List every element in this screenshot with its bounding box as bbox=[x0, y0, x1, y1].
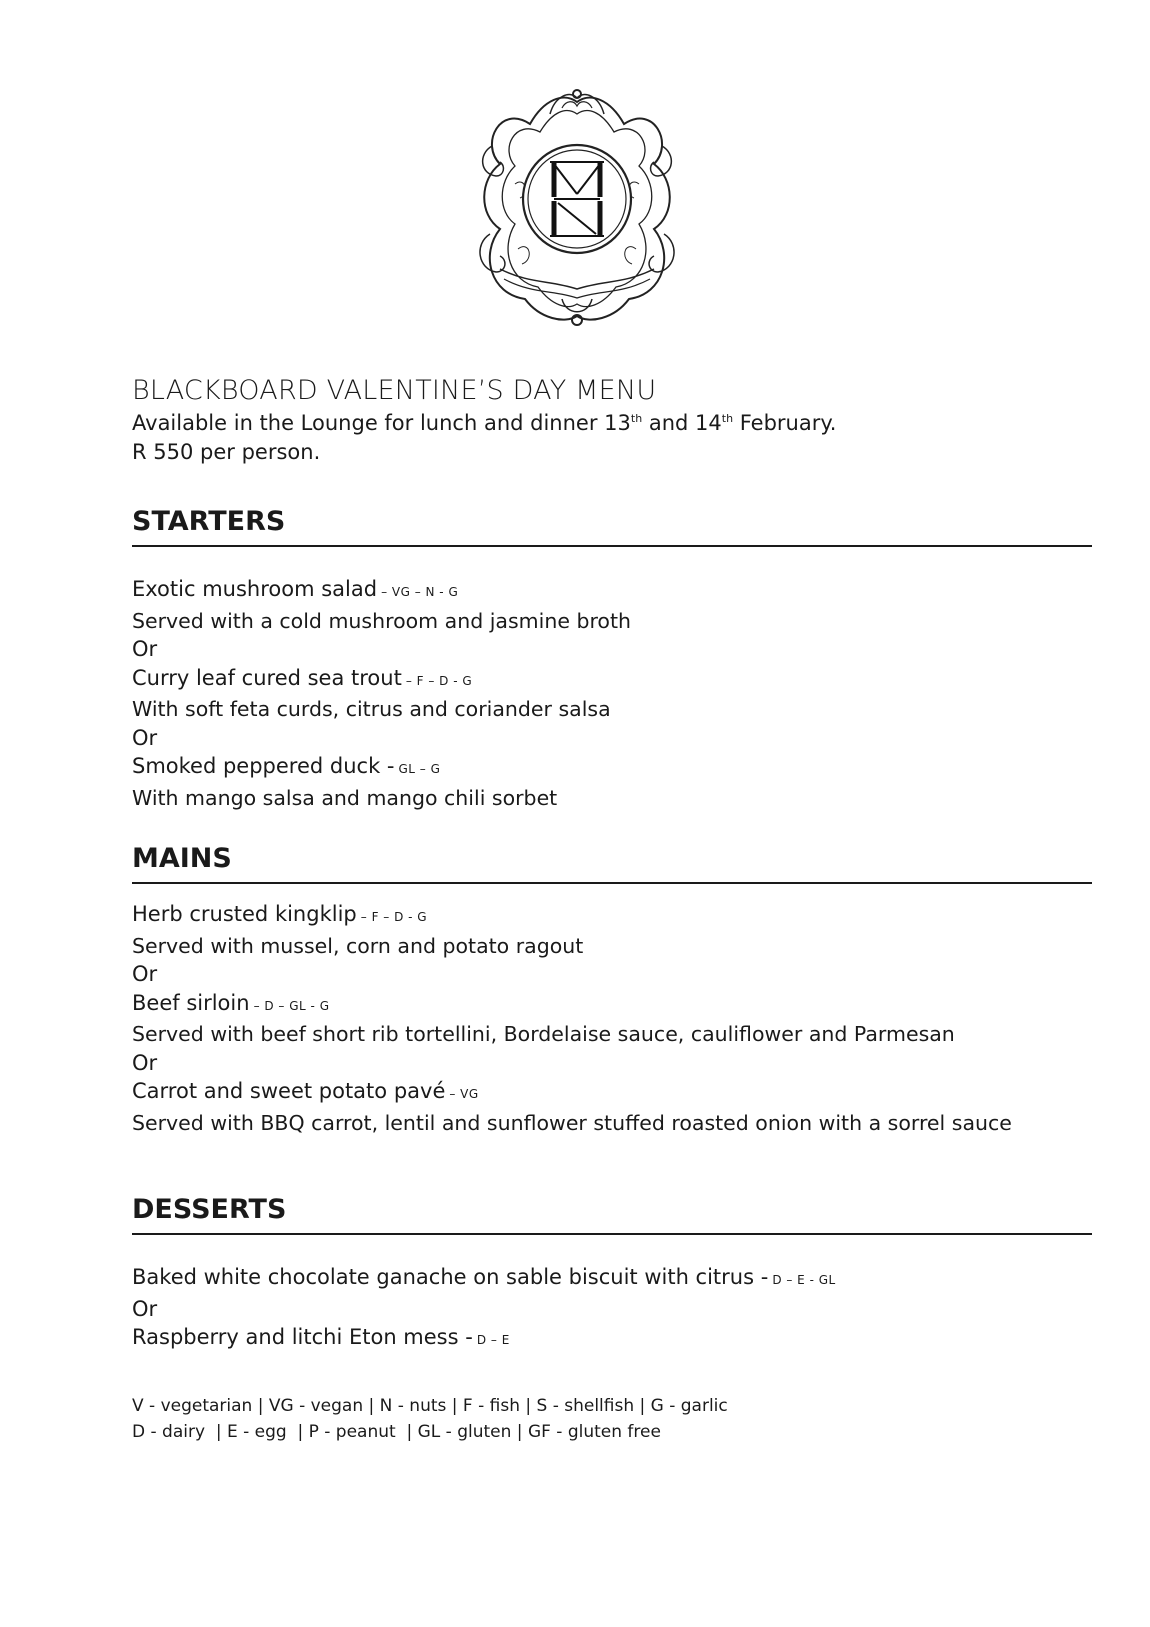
or-separator: Or bbox=[132, 1050, 158, 1075]
or-separator: Or bbox=[132, 1296, 158, 1321]
allergen-tags: – D – GL - G bbox=[253, 998, 330, 1013]
allergen-tags: – VG – N - G bbox=[381, 585, 459, 599]
or-separator: Or bbox=[132, 962, 158, 986]
desserts-section bbox=[132, 1193, 1092, 1355]
starters-section bbox=[132, 505, 1092, 812]
dish-description: Served with mussel, corn and potato ragout bbox=[132, 933, 584, 958]
menu-title: BLACKBOARD VALENTINE’S DAY MENU bbox=[132, 375, 657, 406]
allergen-tags: – VG bbox=[449, 1087, 479, 1101]
price-text: R 550 per person. bbox=[132, 440, 321, 464]
availability-text: Available in the Lounge for lunch and dinner 13th and 14th February. bbox=[132, 411, 837, 435]
dish-description: Served with BBQ carrot, lentil and sunflower stuffed roasted onion with a sorrel sauce bbox=[132, 1110, 1012, 1135]
allergen-tags: – F – D - G bbox=[405, 673, 473, 688]
or-separator: Or bbox=[132, 637, 158, 661]
crest-logo-icon bbox=[470, 84, 684, 332]
dish-name: Carrot and sweet potato pavé – VG bbox=[132, 1079, 479, 1103]
section-heading: STARTERS bbox=[132, 505, 1092, 547]
dish-name: Herb crusted kingklip – F – D - G bbox=[132, 902, 428, 926]
dish-description: Served with beef short rib tortellini, Bordelaise sauce, cauliflower and Parmesan bbox=[132, 1022, 955, 1046]
section-heading: DESSERTS bbox=[132, 1193, 1092, 1235]
allergen-tags: – F – D - G bbox=[360, 910, 428, 924]
allergen-tags: D – E bbox=[476, 1333, 510, 1347]
menu-content bbox=[132, 373, 1092, 1355]
allergen-tags: D – E - GL bbox=[772, 1273, 836, 1287]
allergen-legend bbox=[132, 1393, 728, 1445]
dish-name: Exotic mushroom salad – VG – N - G bbox=[132, 577, 459, 601]
dish-description: Served with a cold mushroom and jasmine broth bbox=[132, 608, 632, 633]
dish-name: Curry leaf cured sea trout – F – D - G bbox=[132, 665, 473, 690]
section-heading: MAINS bbox=[132, 842, 1092, 884]
legend-line: D - dairy | E - egg | P - peanut | GL - gluten | GF - gluten free bbox=[132, 1422, 661, 1442]
or-separator: Or bbox=[132, 725, 158, 750]
dish-description: With mango salsa and mango chili sorbet bbox=[132, 785, 558, 810]
allergen-tags: GL – G bbox=[398, 762, 441, 776]
dish-description: With soft feta curds, citrus and coriander salsa bbox=[132, 697, 611, 721]
dish-name: Baked white chocolate ganache on sable biscuit with citrus - D – E - GL bbox=[132, 1265, 836, 1289]
dish-name: Smoked peppered duck - GL – G bbox=[132, 754, 441, 778]
legend-line: V - vegetarian | VG - vegan | N - nuts | F - fish | S - shellfish | G - garlic bbox=[132, 1396, 728, 1416]
dish-name: Raspberry and litchi Eton mess - D – E bbox=[132, 1325, 510, 1349]
dish-name: Beef sirloin – D – GL - G bbox=[132, 990, 330, 1015]
mains-section bbox=[132, 842, 1092, 1137]
